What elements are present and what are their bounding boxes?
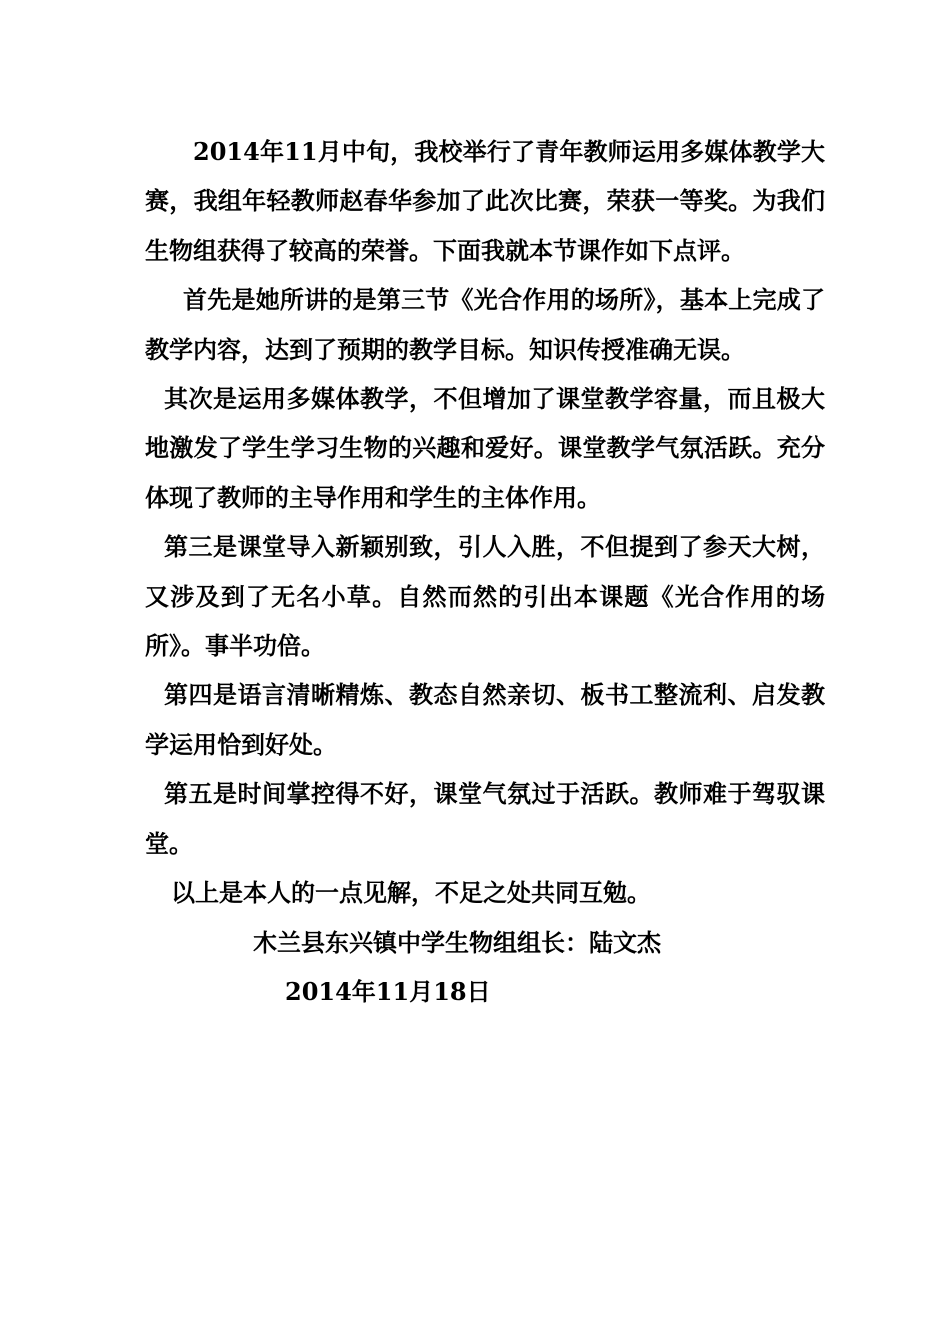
paragraph-second-point: 其次是运用多媒体教学，不但增加了课堂教学容量，而且极大地激发了学生学习生物的兴趣和爱好。课堂教学气氛活跃。充分体现了教师的主导作用和学生的主体作用。 [145,384,825,512]
date-line: 2014年11月18日 [285,976,491,1006]
document-body [145,127,825,1016]
paragraph-fourth-point: 第四是语言清晰精炼、教态自然亲切、板书工整流利、启发教学运用恰到好处。 [145,680,825,759]
signature-line: 木兰县东兴镇中学生物组组长：陆文杰 [253,927,661,957]
paragraph-fifth-point: 第五是时间掌控得不好，课堂气氛过于活跃。教师难于驾驭课堂。 [145,779,825,858]
paragraph-third-point: 第三是课堂导入新颖别致，引人入胜，不但提到了参天大树，又涉及到了无名小草。自然而然的引出本课题《光合作用的场所》。事半功倍。 [145,532,825,661]
paragraph-first-point: 首先是她所讲的是第三节《光合作用的场所》，基本上完成了教学内容，达到了预期的教学目标。知识传授准确无误。 [145,285,825,364]
paragraph-conclusion: 以上是本人的一点见解，不足之处共同互勉。 [171,878,651,908]
paragraph-intro: 2014年11月中旬，我校举行了青年教师运用多媒体教学大赛，我组年轻教师赵春华参加了此次比赛，荣获一等奖。为我们生物组获得了较高的荣誉。下面我就本节课作如下点评。 [145,137,825,265]
